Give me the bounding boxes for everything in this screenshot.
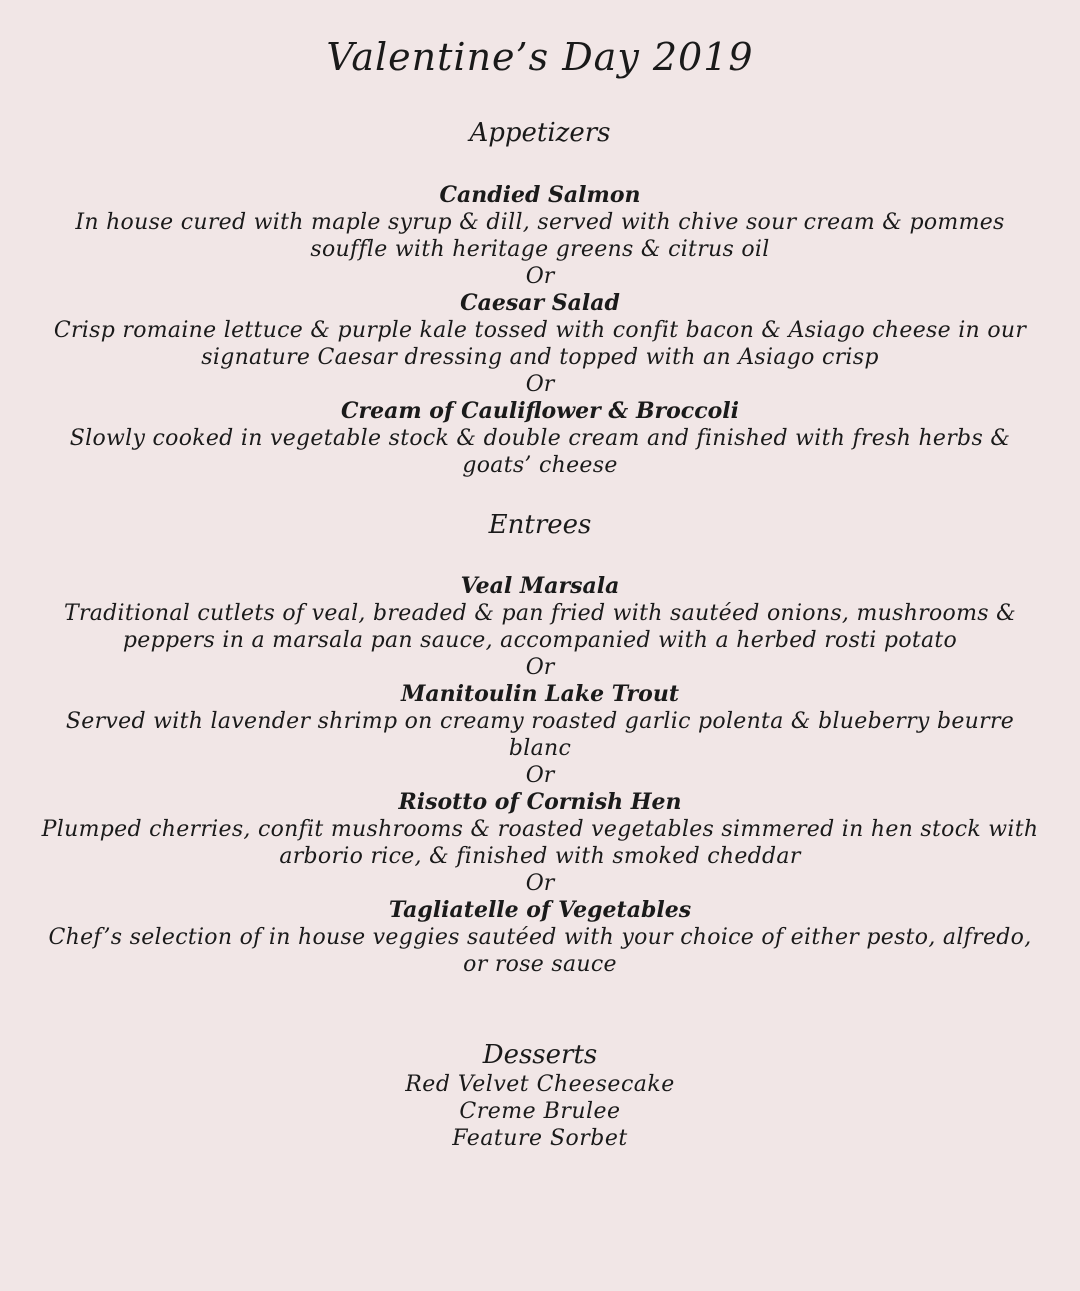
or-separator: Or bbox=[525, 264, 555, 289]
or-separator: Or bbox=[525, 655, 555, 680]
entree-name-risotto: Risotto of Cornish Hen bbox=[398, 789, 682, 815]
appetizer-desc-cream-of-cauliflower: Slowly cooked in vegetable stock & double cream and finished with fresh herbs & goats’ cheese bbox=[69, 426, 1011, 478]
dessert-item: Feature Sorbet bbox=[452, 1126, 628, 1151]
appetizer-name-cream-of-cauliflower: Cream of Cauliflower & Broccoli bbox=[341, 398, 739, 424]
entree-name-veal-marsala: Veal Marsala bbox=[460, 573, 620, 599]
or-separator: Or bbox=[525, 871, 555, 896]
menu-title: Valentine’s Day 2019 bbox=[326, 35, 754, 79]
appetizer-name-caesar-salad: Caesar Salad bbox=[460, 290, 620, 316]
entrees-heading: Entrees bbox=[488, 510, 592, 540]
appetizer-name-candied-salmon: Candied Salmon bbox=[439, 182, 641, 208]
dessert-item: Creme Brulee bbox=[459, 1099, 621, 1124]
dessert-item: Red Velvet Cheesecake bbox=[405, 1072, 675, 1097]
appetizers-heading: Appetizers bbox=[469, 118, 611, 148]
entree-desc-lake-trout: Served with lavender shrimp on creamy roasted garlic polenta & blueberry beurre blanc bbox=[65, 709, 1015, 761]
entree-desc-risotto: Plumped cherries, confit mushrooms & roasted vegetables simmered in hen stock with arborio rice, & finished with smoked cheddar bbox=[41, 817, 1039, 869]
or-separator: Or bbox=[525, 763, 555, 788]
entree-desc-tagliatelle: Chef’s selection of in house veggies sautéed with your choice of either pesto, alfredo, or rose sauce bbox=[48, 925, 1032, 977]
or-separator: Or bbox=[525, 372, 555, 397]
desserts-heading: Desserts bbox=[482, 1040, 598, 1070]
entree-name-tagliatelle: Tagliatelle of Vegetables bbox=[388, 897, 692, 923]
appetizer-desc-caesar-salad: Crisp romaine lettuce & purple kale tossed with confit bacon & Asiago cheese in our signature Caesar dressing and topped with an Asiago crisp bbox=[53, 318, 1027, 370]
appetizer-desc-candied-salmon: In house cured with maple syrup & dill, served with chive sour cream & pommes souffle with heritage greens & citrus oil bbox=[75, 210, 1005, 262]
entree-desc-veal-marsala: Traditional cutlets of veal, breaded & pan fried with sautéed onions, mushrooms & peppers in a marsala pan sauce, accompanied with a herbed rosti potato bbox=[63, 601, 1017, 653]
entree-name-lake-trout: Manitoulin Lake Trout bbox=[401, 681, 679, 707]
